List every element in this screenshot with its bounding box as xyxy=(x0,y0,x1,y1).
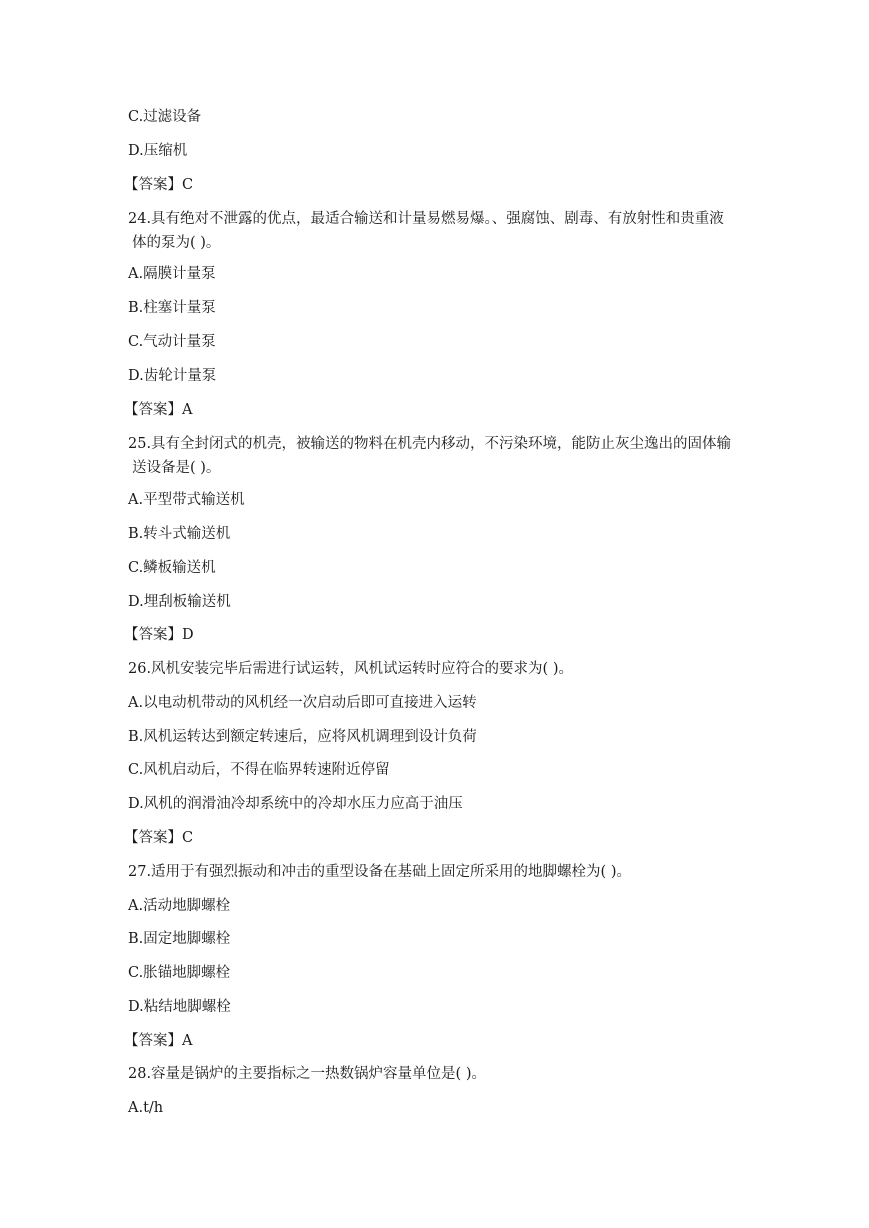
q25-option-d: D.埋刮板输送机 xyxy=(128,594,231,610)
q27-option-c: C.胀锚地脚螺栓 xyxy=(128,965,231,981)
question-25 xyxy=(128,432,768,480)
question-24-line-1: 24.具有绝对不泄露的优点，最适合输送和计量易燃易爆。、强腐蚀、剧毒、有放射性和贵重液 xyxy=(128,211,724,227)
q24-answer: 【答案】A xyxy=(124,402,193,418)
q28-option-a: A.t/h xyxy=(128,1100,164,1116)
question-26: 26.风机安装完毕后需进行试运转，风机试运转时应符合的要求为( )。 xyxy=(128,661,573,677)
q27-option-d: D.粘结地脚螺栓 xyxy=(128,999,231,1015)
question-28: 28.容量是锅炉的主要指标之一热数锅炉容量单位是( )。 xyxy=(128,1066,486,1082)
question-25-line-2: 送设备是( )。 xyxy=(132,460,221,476)
question-24-line-2: 体的泵为( )。 xyxy=(132,235,221,251)
answer-prev: 【答案】C xyxy=(124,177,194,193)
q25-answer: 【答案】D xyxy=(124,627,194,643)
question-24 xyxy=(128,207,768,255)
q24-option-a: A.隔膜计量泵 xyxy=(128,266,216,282)
q27-answer: 【答案】A xyxy=(124,1033,193,1049)
q26-option-d: D.风机的润滑油冷却系统中的冷却水压力应高于油压 xyxy=(128,796,463,812)
q24-option-d: D.齿轮计量泵 xyxy=(128,368,217,384)
q27-option-b: B.固定地脚螺栓 xyxy=(128,931,231,947)
option-d-prev: D.压缩机 xyxy=(128,143,188,159)
q25-option-c: C.鳞板输送机 xyxy=(128,560,216,576)
question-27: 27.适用于有强烈振动和冲击的重型设备在基础上固定所采用的地脚螺栓为( )。 xyxy=(128,864,631,880)
q27-option-a: A.活动地脚螺栓 xyxy=(128,898,231,914)
option-c-prev: C.过滤设备 xyxy=(128,109,202,125)
q24-option-c: C.气动计量泵 xyxy=(128,334,216,350)
q26-option-b: B.风机运转达到额定转速后，应将风机调理到设计负荷 xyxy=(128,729,477,745)
q24-option-b: B.柱塞计量泵 xyxy=(128,300,216,316)
q26-answer: 【答案】C xyxy=(124,830,194,846)
q25-option-a: A.平型带式输送机 xyxy=(128,492,245,508)
q25-option-b: B.转斗式输送机 xyxy=(128,526,231,542)
q26-option-a: A.以电动机带动的风机经一次启动后即可直接进入运转 xyxy=(128,695,477,711)
q26-option-c: C.风机启动后，不得在临界转速附近停留 xyxy=(128,762,390,778)
question-25-line-1: 25.具有全封闭式的机壳，被输送的物料在机壳内移动，不污染环境，能防止灰尘逸出的固体输 xyxy=(128,436,732,452)
